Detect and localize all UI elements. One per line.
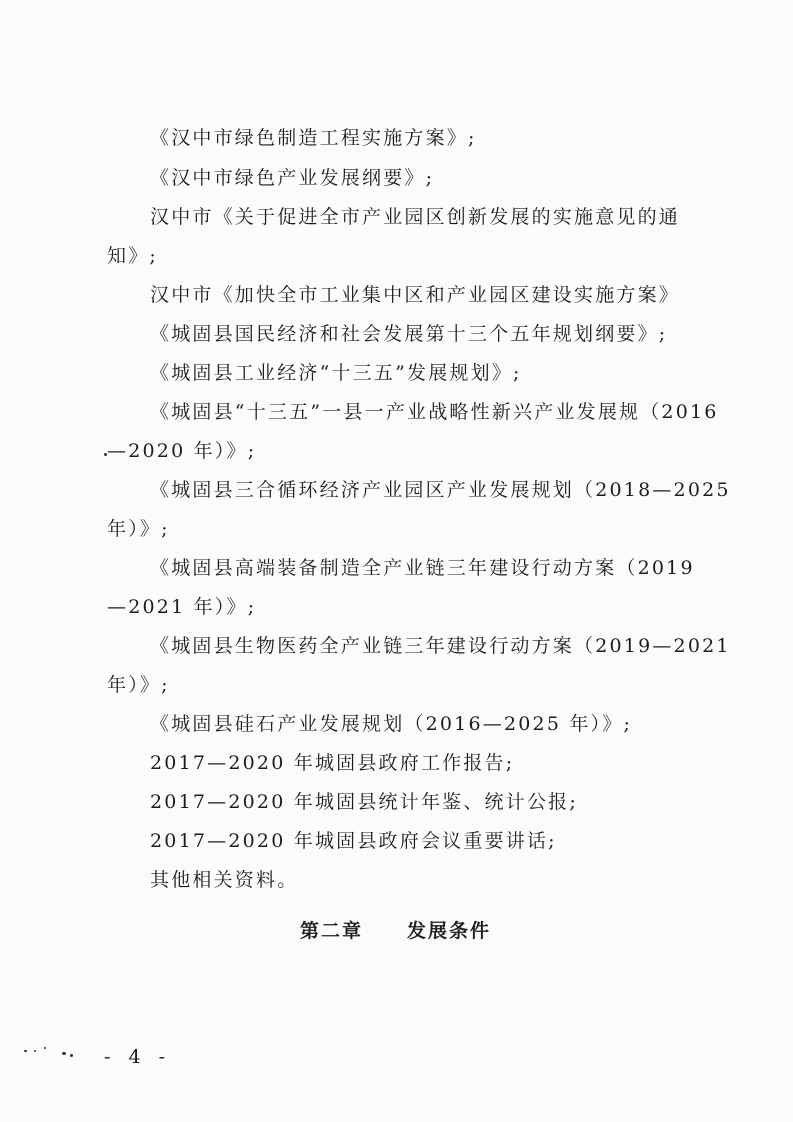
chapter-title: 发展条件 (407, 920, 492, 942)
chapter-number: 第二章 (300, 920, 364, 942)
page-number: - 4 - (104, 1046, 172, 1068)
reference-line: 《城固县国民经济和社会发展第十三个五年规划纲要》; (150, 323, 668, 345)
reference-line: 《城固县高端装备制造全产业链三年建设行动方案（2019 (150, 557, 695, 579)
reference-line: 《城固县三合循环经济产业园区产业发展规划（2018—2025 (150, 479, 731, 501)
scan-speck (62, 1052, 66, 1055)
chapter-heading (300, 916, 491, 943)
reference-line: 《城固县“十三五”一县一产业战略性新兴产业发展规（2016 (150, 401, 719, 423)
reference-line: 2017—2020 年城固县政府工作报告; (150, 752, 515, 774)
reference-line: 汉中市《加快全市工业集中区和产业园区建设实施方案》 (150, 284, 681, 306)
reference-line: 《汉中市绿色制造工程实施方案》; (150, 127, 477, 149)
reference-line: 《城固县生物医药全产业链三年建设行动方案（2019—2021 (150, 635, 731, 657)
reference-line-continuation: —2021 年）》; (107, 596, 257, 618)
scan-speck (70, 1054, 73, 1057)
reference-line: 《城固县工业经济“十三五”发展规划》; (150, 362, 522, 384)
scan-speck (44, 1047, 46, 1049)
reference-line: 2017—2020 年城固县政府会议重要讲话; (150, 830, 557, 852)
reference-line: 《汉中市绿色产业发展纲要》; (150, 167, 435, 189)
scan-speck (104, 453, 107, 456)
reference-line-continuation: 年）》; (107, 518, 170, 540)
reference-line: 《城固县硅石产业发展规划（2016—2025 年）》; (150, 713, 633, 735)
reference-line: 汉中市《关于促进全市产业园区创新发展的实施意见的通 (150, 206, 681, 228)
scan-speck (24, 1050, 27, 1052)
reference-line-continuation: 年）》; (107, 674, 170, 696)
reference-line-continuation: 知》; (107, 245, 159, 267)
reference-line: 其他相关资料。 (150, 869, 299, 891)
reference-line-continuation: —2020 年）》; (107, 440, 257, 462)
reference-line: 2017—2020 年城固县统计年鉴、统计公报; (150, 791, 578, 813)
scan-speck (34, 1050, 36, 1052)
